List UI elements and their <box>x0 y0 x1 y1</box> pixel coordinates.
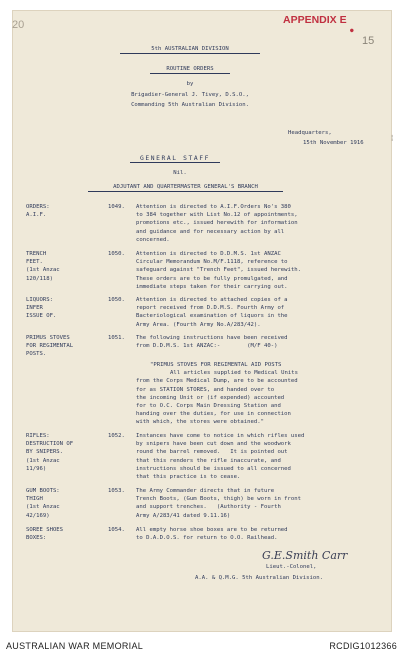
order-text-line: instructions should be issued to all concerned <box>136 465 291 472</box>
order-text-line: Attention is directed to D.D.M.S. 1st ANZAC <box>136 251 281 257</box>
quoted-instruction-line: from the Corps Medical Dump, are to be accounted <box>136 378 298 385</box>
order-text-line: to 384 together with List No.12 of appointments, <box>136 212 298 219</box>
author-role: Commanding 5th Australian Division. <box>131 102 249 108</box>
order-heading-line: FOR REGIMENTAL <box>26 343 74 350</box>
margin-pencil-mark: ¦ <box>390 134 395 142</box>
order-heading-line: THIGH <box>26 496 43 503</box>
order-number: 1050. <box>108 297 125 303</box>
appendix-label: APPENDIX E <box>283 14 347 26</box>
order-heading-line: FEET. <box>26 259 43 266</box>
author-line: Brigadier-General J. Tivey, D.S.O., <box>131 92 249 98</box>
order-text-line: that this renders the rifle inaccurate, and <box>136 457 281 464</box>
order-heading-line: RIFLES: <box>26 433 50 439</box>
division-heading: 5th AUSTRALIAN DIVISION <box>120 47 260 54</box>
order-heading-line: SOREE SHOES <box>26 527 64 533</box>
order-heading-line: INFER <box>26 305 43 312</box>
order-heading-line: ORDERS: <box>26 204 50 210</box>
by-line: by <box>186 81 194 87</box>
order-heading-line: (1st Anzac <box>26 504 60 511</box>
order-number: 1050. <box>108 251 125 257</box>
order-text-line: concerned. <box>136 236 170 243</box>
order-heading-line: 120/118) <box>26 275 53 282</box>
order-heading-line: (1st Anzac <box>26 457 60 464</box>
quoted-instruction-line: for to O.C. Corps Main Dressing Station and <box>136 403 281 409</box>
order-text-line: and guidance and for necessary action by all <box>136 228 285 235</box>
order-text-line: Trench Boots, (Gum Boots, thigh) be worn in front <box>136 496 302 503</box>
quoted-instruction-line: with which, the stores were obtained." <box>136 419 264 426</box>
routine-orders-heading: ROUTINE ORDERS <box>150 67 230 74</box>
branch-heading: ADJUTANT AND QUARTERMASTER GENERAL'S BRANCH <box>88 185 283 192</box>
order-number: 1051. <box>108 335 125 341</box>
order-text-line: Bacteriological examination of liquors in the <box>136 313 288 320</box>
quoted-instruction-line: "PRIMUS STOVES FOR REGIMENTAL AID POSTS <box>150 362 282 368</box>
signature-rank: Lieut.-Colonel, <box>266 564 317 570</box>
handwritten-signature: G.E.Smith Carr <box>262 549 348 562</box>
nil-line: Nil. <box>173 170 187 176</box>
order-text-line: and support trenches. (Authority - Fourth <box>136 504 281 511</box>
order-heading-line: GUM BOOTS: <box>26 488 60 494</box>
order-heading-line: ISSUE OF. <box>26 313 57 320</box>
quoted-instruction-line: All articles supplied to Medical Units <box>170 370 298 377</box>
order-text-line: promotions etc., issued herewith for information <box>136 220 298 227</box>
order-text-line: The Army Commander directs that in future <box>136 488 275 494</box>
archive-footer-left: AUSTRALIAN WAR MEMORIAL <box>6 641 144 651</box>
order-heading-line: A.I.F. <box>26 212 47 219</box>
order-text-line: report received from D.D.M.S. Fourth Army of <box>136 305 285 312</box>
general-staff-heading: GENERAL STAFF <box>130 156 220 163</box>
order-number: 1049. <box>108 204 125 210</box>
order-heading-line: 42/169) <box>26 512 50 519</box>
quoted-instruction-line: handing over the duties, for use in connection <box>136 411 291 418</box>
order-heading-line: BY SNIPERS. <box>26 449 64 456</box>
pencil-page-mark: 20 <box>12 19 25 31</box>
archive-footer-right: RCDIG1012366 <box>329 641 397 651</box>
order-text-line: by snipers have been cut down and the woodwork <box>136 441 291 448</box>
order-text-line: from D.D.M.S. 1st ANZAC:- (M/F 40-) <box>136 343 278 350</box>
order-heading-line: POSTS. <box>26 351 47 358</box>
order-heading-line: LIQUORS: <box>26 297 53 303</box>
folio-number: 15 <box>362 35 375 47</box>
order-heading-line: 11/96) <box>26 465 47 472</box>
stamp-dot-icon: ● <box>350 27 354 34</box>
order-heading-line: DESTRUCTION OF <box>26 441 74 448</box>
order-date: 15th November 1916 <box>303 140 364 146</box>
order-text-line: safeguard against "Trench Feet", issued herewith. <box>136 267 302 274</box>
order-text-line: Circular Memorandum No.M/F.1118, reference to <box>136 259 288 266</box>
hq-label: Headquarters, <box>288 130 332 136</box>
order-text-line: Attention is directed to attached copies of a <box>136 297 288 303</box>
order-heading-line: TRENCH <box>26 251 47 257</box>
order-text-line: to D.A.D.O.S. for return to O.O. Railhead. <box>136 535 278 542</box>
order-heading-line: PRIMUS STOVES <box>26 335 70 341</box>
order-number: 1052. <box>108 433 125 439</box>
order-heading-line: (1st Anzac <box>26 267 60 274</box>
order-text-line: immediate steps taken for their carrying out. <box>136 283 288 290</box>
signature-role: A.A. & Q.M.G. 5th Australian Division. <box>195 575 323 581</box>
quoted-instruction-line: for as STATION STORES, and handed over to <box>136 386 275 393</box>
order-text-line: Army Area. (Fourth Army No.A/283/42). <box>136 321 261 328</box>
quoted-instruction-line: the incoming Unit or (if expended) accounted <box>136 394 285 401</box>
order-text-line: round the barrel removed. It is pointed out <box>136 449 288 456</box>
order-text-line: Attention is directed to A.I.F.Orders No's 380 <box>136 204 291 210</box>
order-text-line: These orders are to be fully promulgated, and <box>136 275 288 282</box>
order-text-line: that this practice is to cease. <box>136 474 241 480</box>
order-heading-line: BOXES: <box>26 535 47 542</box>
order-text-line: Instances have come to notice in which rifles used <box>136 433 305 439</box>
order-text-line: Army A/283/41 dated 9.11.16) <box>136 512 231 519</box>
order-number: 1053. <box>108 488 125 494</box>
order-text-line: All empty horse shoe boxes are to be returned <box>136 527 288 533</box>
order-number: 1054. <box>108 527 125 533</box>
order-text-line: The following instructions have been received <box>136 335 288 341</box>
